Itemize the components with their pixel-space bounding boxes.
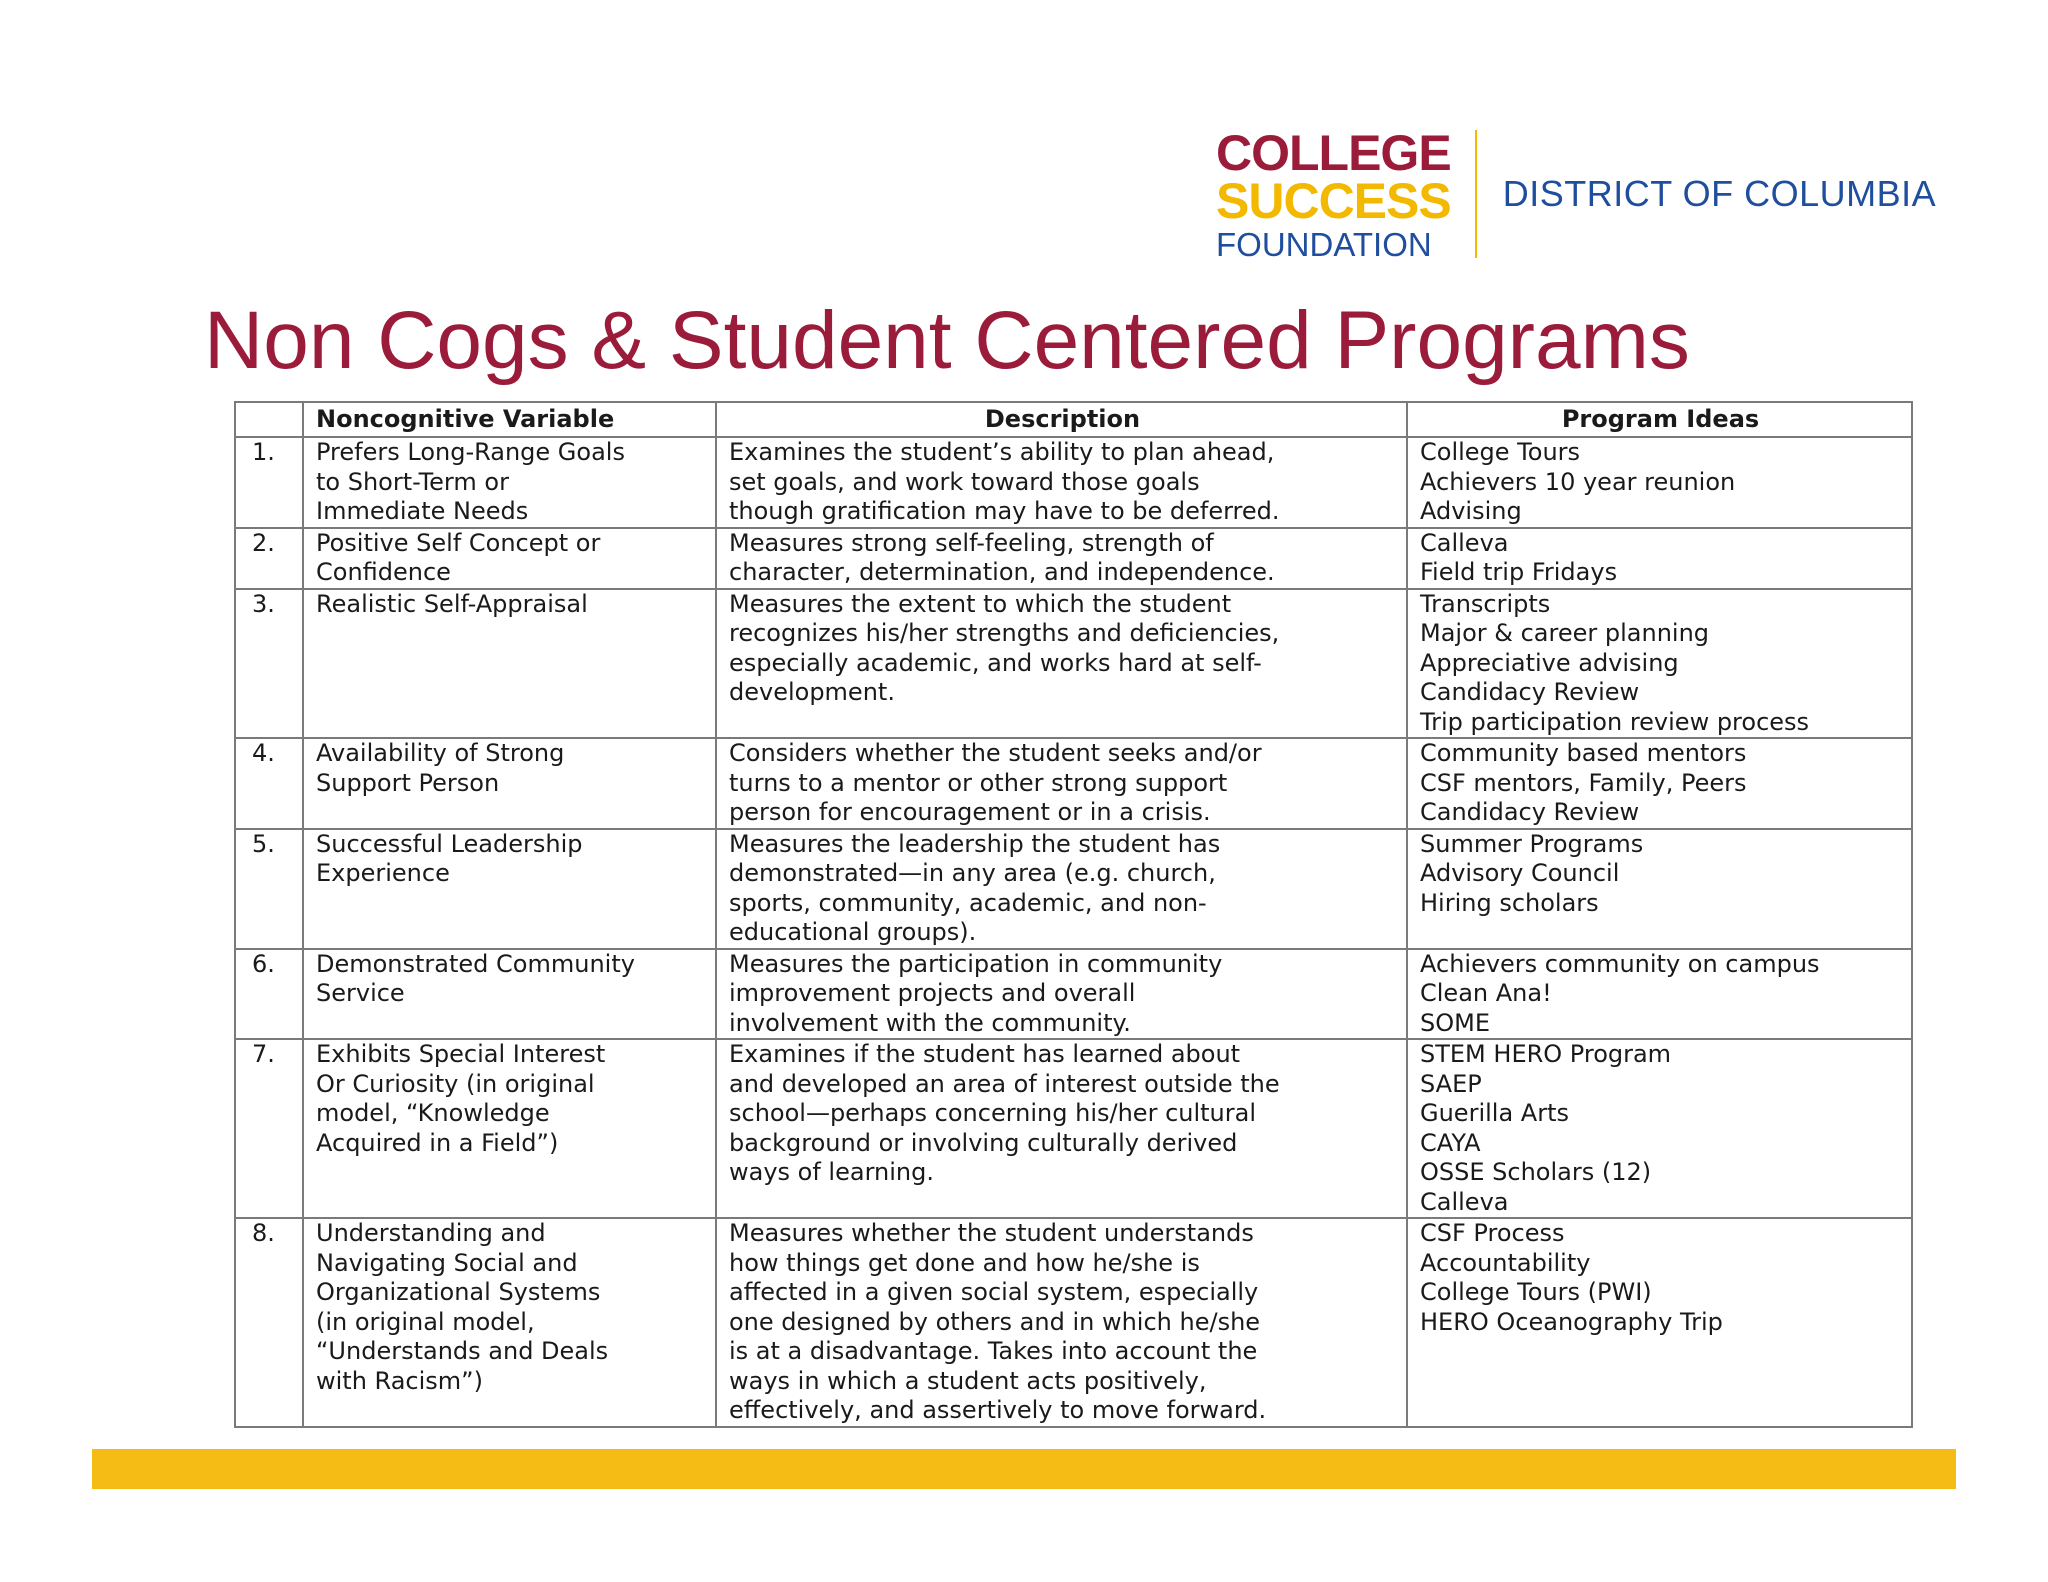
program-ideas-line: Candidacy Review	[1420, 678, 1640, 706]
description-line: Considers whether the student seeks and/or	[729, 739, 1262, 767]
description-cell	[716, 738, 1407, 829]
logo-wordmark	[1216, 124, 1451, 263]
description-line: though gratification may have to be deferred.	[729, 497, 1280, 525]
variable-line: Service	[316, 979, 405, 1007]
logo-college-text: COLLEGE	[1216, 124, 1451, 181]
description-line: set goals, and work toward those goals	[729, 467, 1200, 496]
description-line: Measures strong self-feeling, strength of	[729, 528, 1214, 557]
program-ideas-cell	[1407, 437, 1912, 528]
program-ideas-cell	[1407, 829, 1912, 949]
variable-line: Positive Self Concept or	[316, 528, 601, 557]
description-line: Measures the leadership the student has	[729, 829, 1221, 858]
program-ideas-line: Trip participation review process	[1420, 707, 1810, 736]
table-header-row	[235, 402, 1912, 437]
program-ideas-cell	[1407, 949, 1912, 1040]
program-ideas-cell	[1407, 1218, 1912, 1427]
row-number: 5.	[235, 829, 303, 949]
row-number: 4.	[235, 738, 303, 829]
row-number: 7.	[235, 1039, 303, 1218]
description-line: one designed by others and in which he/she	[729, 1307, 1261, 1336]
description-line: ways of learning.	[729, 1158, 934, 1186]
variable-line: with Racism”)	[316, 1366, 483, 1395]
program-ideas-line: HERO Oceanography Trip	[1420, 1307, 1723, 1336]
variable-line: Confidence	[316, 558, 451, 586]
description-line: development.	[729, 678, 895, 706]
program-ideas-line: Advising	[1420, 497, 1522, 525]
program-ideas-line: Clean Ana!	[1420, 979, 1552, 1007]
description-line: especially academic, and works hard at self-	[729, 648, 1262, 677]
variable-line: Organizational Systems	[316, 1278, 601, 1306]
program-ideas-line: SOME	[1420, 1008, 1490, 1037]
program-ideas-cell	[1407, 528, 1912, 589]
header-number	[235, 402, 303, 437]
table-row	[235, 589, 1912, 739]
variable-line: Support Person	[316, 768, 500, 797]
description-line: Measures whether the student understands	[729, 1219, 1254, 1247]
program-ideas-cell	[1407, 738, 1912, 829]
variable-line: Exhibits Special Interest	[316, 1040, 606, 1068]
variable-line: Prefers Long-Range Goals	[316, 438, 625, 466]
program-ideas-line: CAYA	[1420, 1128, 1481, 1157]
variable-cell	[303, 589, 716, 739]
header-description: Description	[716, 402, 1407, 437]
variable-line: Understanding and	[316, 1219, 546, 1247]
table-row	[235, 1039, 1912, 1218]
description-line: recognizes his/her strengths and deficiencies,	[729, 619, 1280, 647]
college-success-foundation-logo	[1216, 124, 1937, 263]
row-number: 2.	[235, 528, 303, 589]
program-ideas-line: SAEP	[1420, 1069, 1482, 1098]
header-noncognitive-variable: Noncognitive Variable	[303, 402, 716, 437]
program-ideas-cell	[1407, 589, 1912, 739]
variable-line: model, “Knowledge	[316, 1099, 550, 1127]
variable-cell	[303, 437, 716, 528]
header-program-ideas: Program Ideas	[1407, 402, 1912, 437]
variable-cell	[303, 1218, 716, 1427]
description-line: improvement projects and overall	[729, 979, 1136, 1007]
description-line: involvement with the community.	[729, 1008, 1131, 1037]
variable-line: Navigating Social and	[316, 1248, 578, 1277]
description-line: character, determination, and independence.	[729, 558, 1275, 586]
program-ideas-line: Appreciative advising	[1420, 648, 1679, 677]
description-cell	[716, 829, 1407, 949]
program-ideas-line: Accountability	[1420, 1248, 1591, 1277]
variable-line: Realistic Self-Appraisal	[316, 589, 588, 618]
description-line: effectively, and assertively to move forward.	[729, 1396, 1267, 1424]
description-line: Examines if the student has learned about	[729, 1040, 1241, 1068]
variable-cell	[303, 949, 716, 1040]
description-cell	[716, 1039, 1407, 1218]
variable-line: Immediate Needs	[316, 497, 529, 525]
program-ideas-line: Community based mentors	[1420, 739, 1747, 767]
description-line: Measures the extent to which the student	[729, 589, 1232, 618]
description-line: demonstrated—in any area (e.g. church,	[729, 859, 1216, 887]
program-ideas-line: Calleva	[1420, 528, 1509, 557]
variable-line: to Short-Term or	[316, 467, 509, 496]
row-number: 1.	[235, 437, 303, 528]
program-ideas-line: Hiring scholars	[1420, 888, 1599, 917]
description-cell	[716, 949, 1407, 1040]
variable-line: Successful Leadership	[316, 829, 583, 858]
table-row	[235, 437, 1912, 528]
logo-district-text: DISTRICT OF COLUMBIA	[1502, 173, 1937, 214]
table-row	[235, 528, 1912, 589]
row-number: 3.	[235, 589, 303, 739]
description-line: and developed an area of interest outside the	[729, 1069, 1280, 1098]
description-line: Examines the student’s ability to plan ahead,	[729, 438, 1275, 466]
variable-line: Or Curiosity (in original	[316, 1069, 595, 1098]
description-line: background or involving culturally derived	[729, 1128, 1238, 1157]
program-ideas-line: Transcripts	[1420, 589, 1551, 618]
variable-cell	[303, 1039, 716, 1218]
description-line: Measures the participation in community	[729, 949, 1223, 978]
variable-cell	[303, 738, 716, 829]
description-line: turns to a mentor or other strong support	[729, 768, 1228, 797]
program-ideas-cell	[1407, 1039, 1912, 1218]
program-ideas-line: College Tours (PWI)	[1420, 1278, 1652, 1306]
variable-line: Acquired in a Field”)	[316, 1128, 559, 1157]
description-cell	[716, 528, 1407, 589]
program-ideas-line: Summer Programs	[1420, 829, 1644, 858]
noncognitive-variables-table	[234, 401, 1913, 1428]
program-ideas-line: Guerilla Arts	[1420, 1099, 1569, 1127]
table-row	[235, 829, 1912, 949]
program-ideas-line: Major & career planning	[1420, 619, 1710, 647]
variable-line: Demonstrated Community	[316, 949, 635, 978]
description-line: affected in a given social system, especially	[729, 1278, 1259, 1306]
program-ideas-line: Achievers 10 year reunion	[1420, 467, 1736, 496]
description-line: school—perhaps concerning his/her cultural	[729, 1099, 1257, 1127]
page-title: Non Cogs & Student Centered Programs	[204, 295, 1690, 386]
variable-cell	[303, 829, 716, 949]
description-line: ways in which a student acts positively,	[729, 1366, 1207, 1395]
program-ideas-line: College Tours	[1420, 438, 1581, 466]
program-ideas-line: Achievers community on campus	[1420, 949, 1820, 978]
logo-foundation-text: FOUNDATION	[1216, 225, 1432, 263]
variable-line: (in original model,	[316, 1307, 535, 1336]
variable-line: Availability of Strong	[316, 739, 565, 767]
program-ideas-line: Field trip Fridays	[1420, 558, 1618, 586]
program-ideas-line: CSF Process	[1420, 1219, 1565, 1247]
table-row	[235, 949, 1912, 1040]
program-ideas-line: Calleva	[1420, 1187, 1509, 1216]
description-cell	[716, 589, 1407, 739]
program-ideas-line: CSF mentors, Family, Peers	[1420, 768, 1747, 797]
program-ideas-line: STEM HERO Program	[1420, 1040, 1672, 1068]
description-line: how things get done and how he/she is	[729, 1248, 1200, 1277]
description-cell	[716, 1218, 1407, 1427]
program-ideas-line: OSSE Scholars (12)	[1420, 1158, 1652, 1186]
variable-cell	[303, 528, 716, 589]
table-row	[235, 738, 1912, 829]
variable-line: “Understands and Deals	[316, 1337, 609, 1365]
logo-success-text: SUCCESS	[1216, 172, 1451, 229]
description-line: person for encouragement or in a crisis.	[729, 798, 1211, 826]
description-line: educational groups).	[729, 918, 977, 946]
description-line: sports, community, academic, and non-	[729, 888, 1207, 917]
row-number: 6.	[235, 949, 303, 1040]
logo-divider	[1475, 130, 1477, 258]
row-number: 8.	[235, 1218, 303, 1427]
variable-line: Experience	[316, 859, 450, 887]
program-ideas-line: Advisory Council	[1420, 859, 1620, 887]
table-row	[235, 1218, 1912, 1427]
program-ideas-line: Candidacy Review	[1420, 798, 1640, 826]
description-cell	[716, 437, 1407, 528]
description-line: is at a disadvantage. Takes into account the	[729, 1337, 1258, 1365]
footer-accent-bar	[92, 1449, 1956, 1489]
